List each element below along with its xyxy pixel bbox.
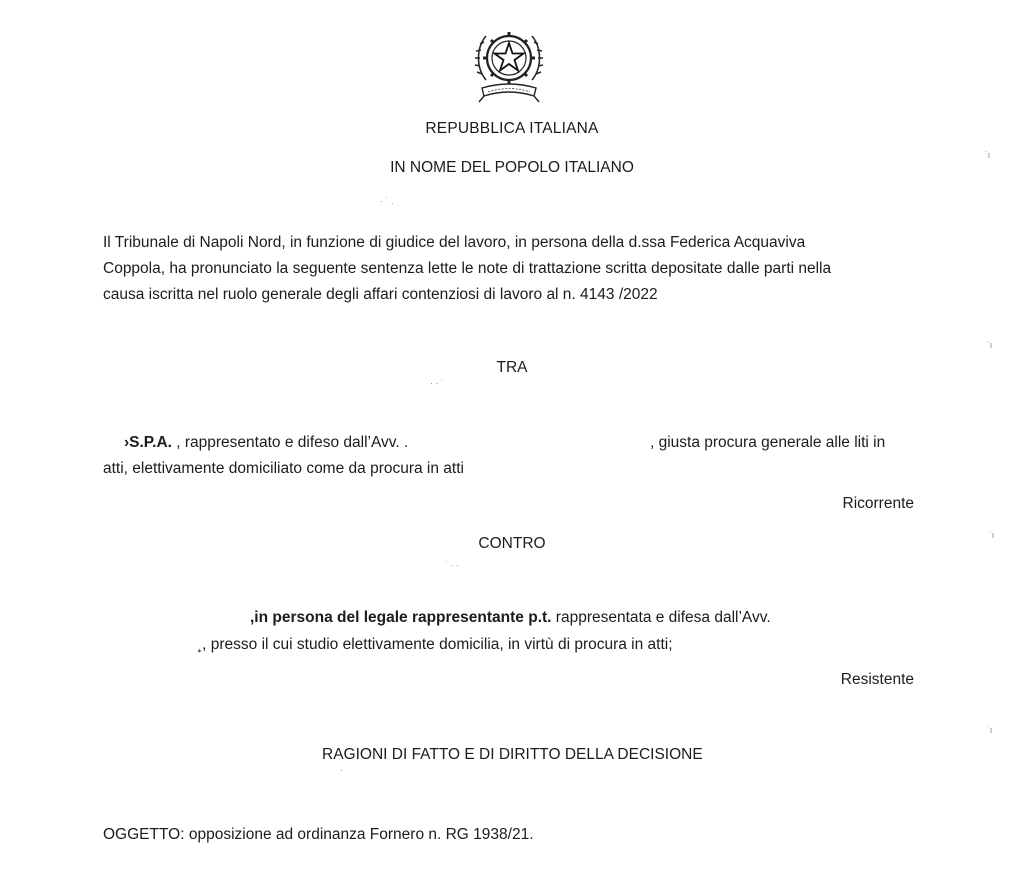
resistente-role: Resistente bbox=[840, 671, 914, 688]
scan-mark: · ˙ . bbox=[380, 196, 394, 206]
resistente-line-2: ¸, presso il cui studio elettivamente domicilia, in virtù di procura in atti; bbox=[197, 636, 673, 653]
header-line-republic: REPUBBLICA ITALIANA bbox=[425, 120, 599, 137]
ricorrente-party: ›S.P.A. bbox=[124, 434, 172, 451]
header-line-people: IN NOME DEL POPOLO ITALIANO bbox=[390, 159, 634, 176]
scan-mark: ˙ · · bbox=[445, 560, 459, 570]
oggetto-text: opposizione ad ordinanza Fornero n. RG 1938/21. bbox=[184, 826, 534, 843]
republic-emblem-icon bbox=[472, 18, 546, 104]
contro-heading: CONTRO bbox=[478, 535, 546, 552]
ricorrente-line-1 bbox=[124, 434, 408, 452]
resistente-line-1 bbox=[250, 609, 771, 627]
oggetto-line bbox=[103, 826, 534, 844]
scan-mark: ˙ι bbox=[987, 725, 992, 735]
intro-paragraph bbox=[103, 230, 933, 308]
intro-line-2: Coppola, ha pronunciato la seguente sentenza lette le note di trattazione scritta depositate dalle parti nella bbox=[103, 260, 832, 277]
intro-line-3: causa iscritta nel ruolo generale degli affari contenziosi di lavoro al n. 4143 /2022 bbox=[103, 286, 658, 303]
ricorrente-counsel: , rappresentato e difeso dall’Avv. . bbox=[171, 434, 409, 451]
scan-mark: ˙ι bbox=[985, 150, 990, 160]
resistente-party: ,in persona del legale rappresentante p.t. bbox=[250, 609, 552, 626]
oggetto-label: OGGETTO: bbox=[103, 826, 185, 843]
scan-mark: · · ˙ bbox=[430, 378, 444, 388]
scan-mark: · bbox=[340, 765, 343, 775]
ricorrente-role: Ricorrente bbox=[842, 495, 914, 512]
section-title: RAGIONI DI FATTO E DI DIRITTO DELLA DECISIONE bbox=[322, 746, 703, 763]
intro-line-1: Il Tribunale di Napoli Nord, in funzione di giudice del lavoro, in persona della d.ssa Federica Acquaviva bbox=[103, 234, 806, 251]
scan-mark: ˙ι bbox=[989, 530, 994, 540]
resistente-counsel: rappresentata e difesa dall’Avv. bbox=[551, 609, 771, 626]
scan-mark: ˙ι bbox=[987, 340, 992, 350]
ricorrente-line-2: atti, elettivamente domiciliato come da procura in atti bbox=[103, 460, 464, 477]
tra-heading: TRA bbox=[496, 359, 528, 376]
ricorrente-line-1-end: , giusta procura generale alle liti in bbox=[650, 434, 886, 451]
